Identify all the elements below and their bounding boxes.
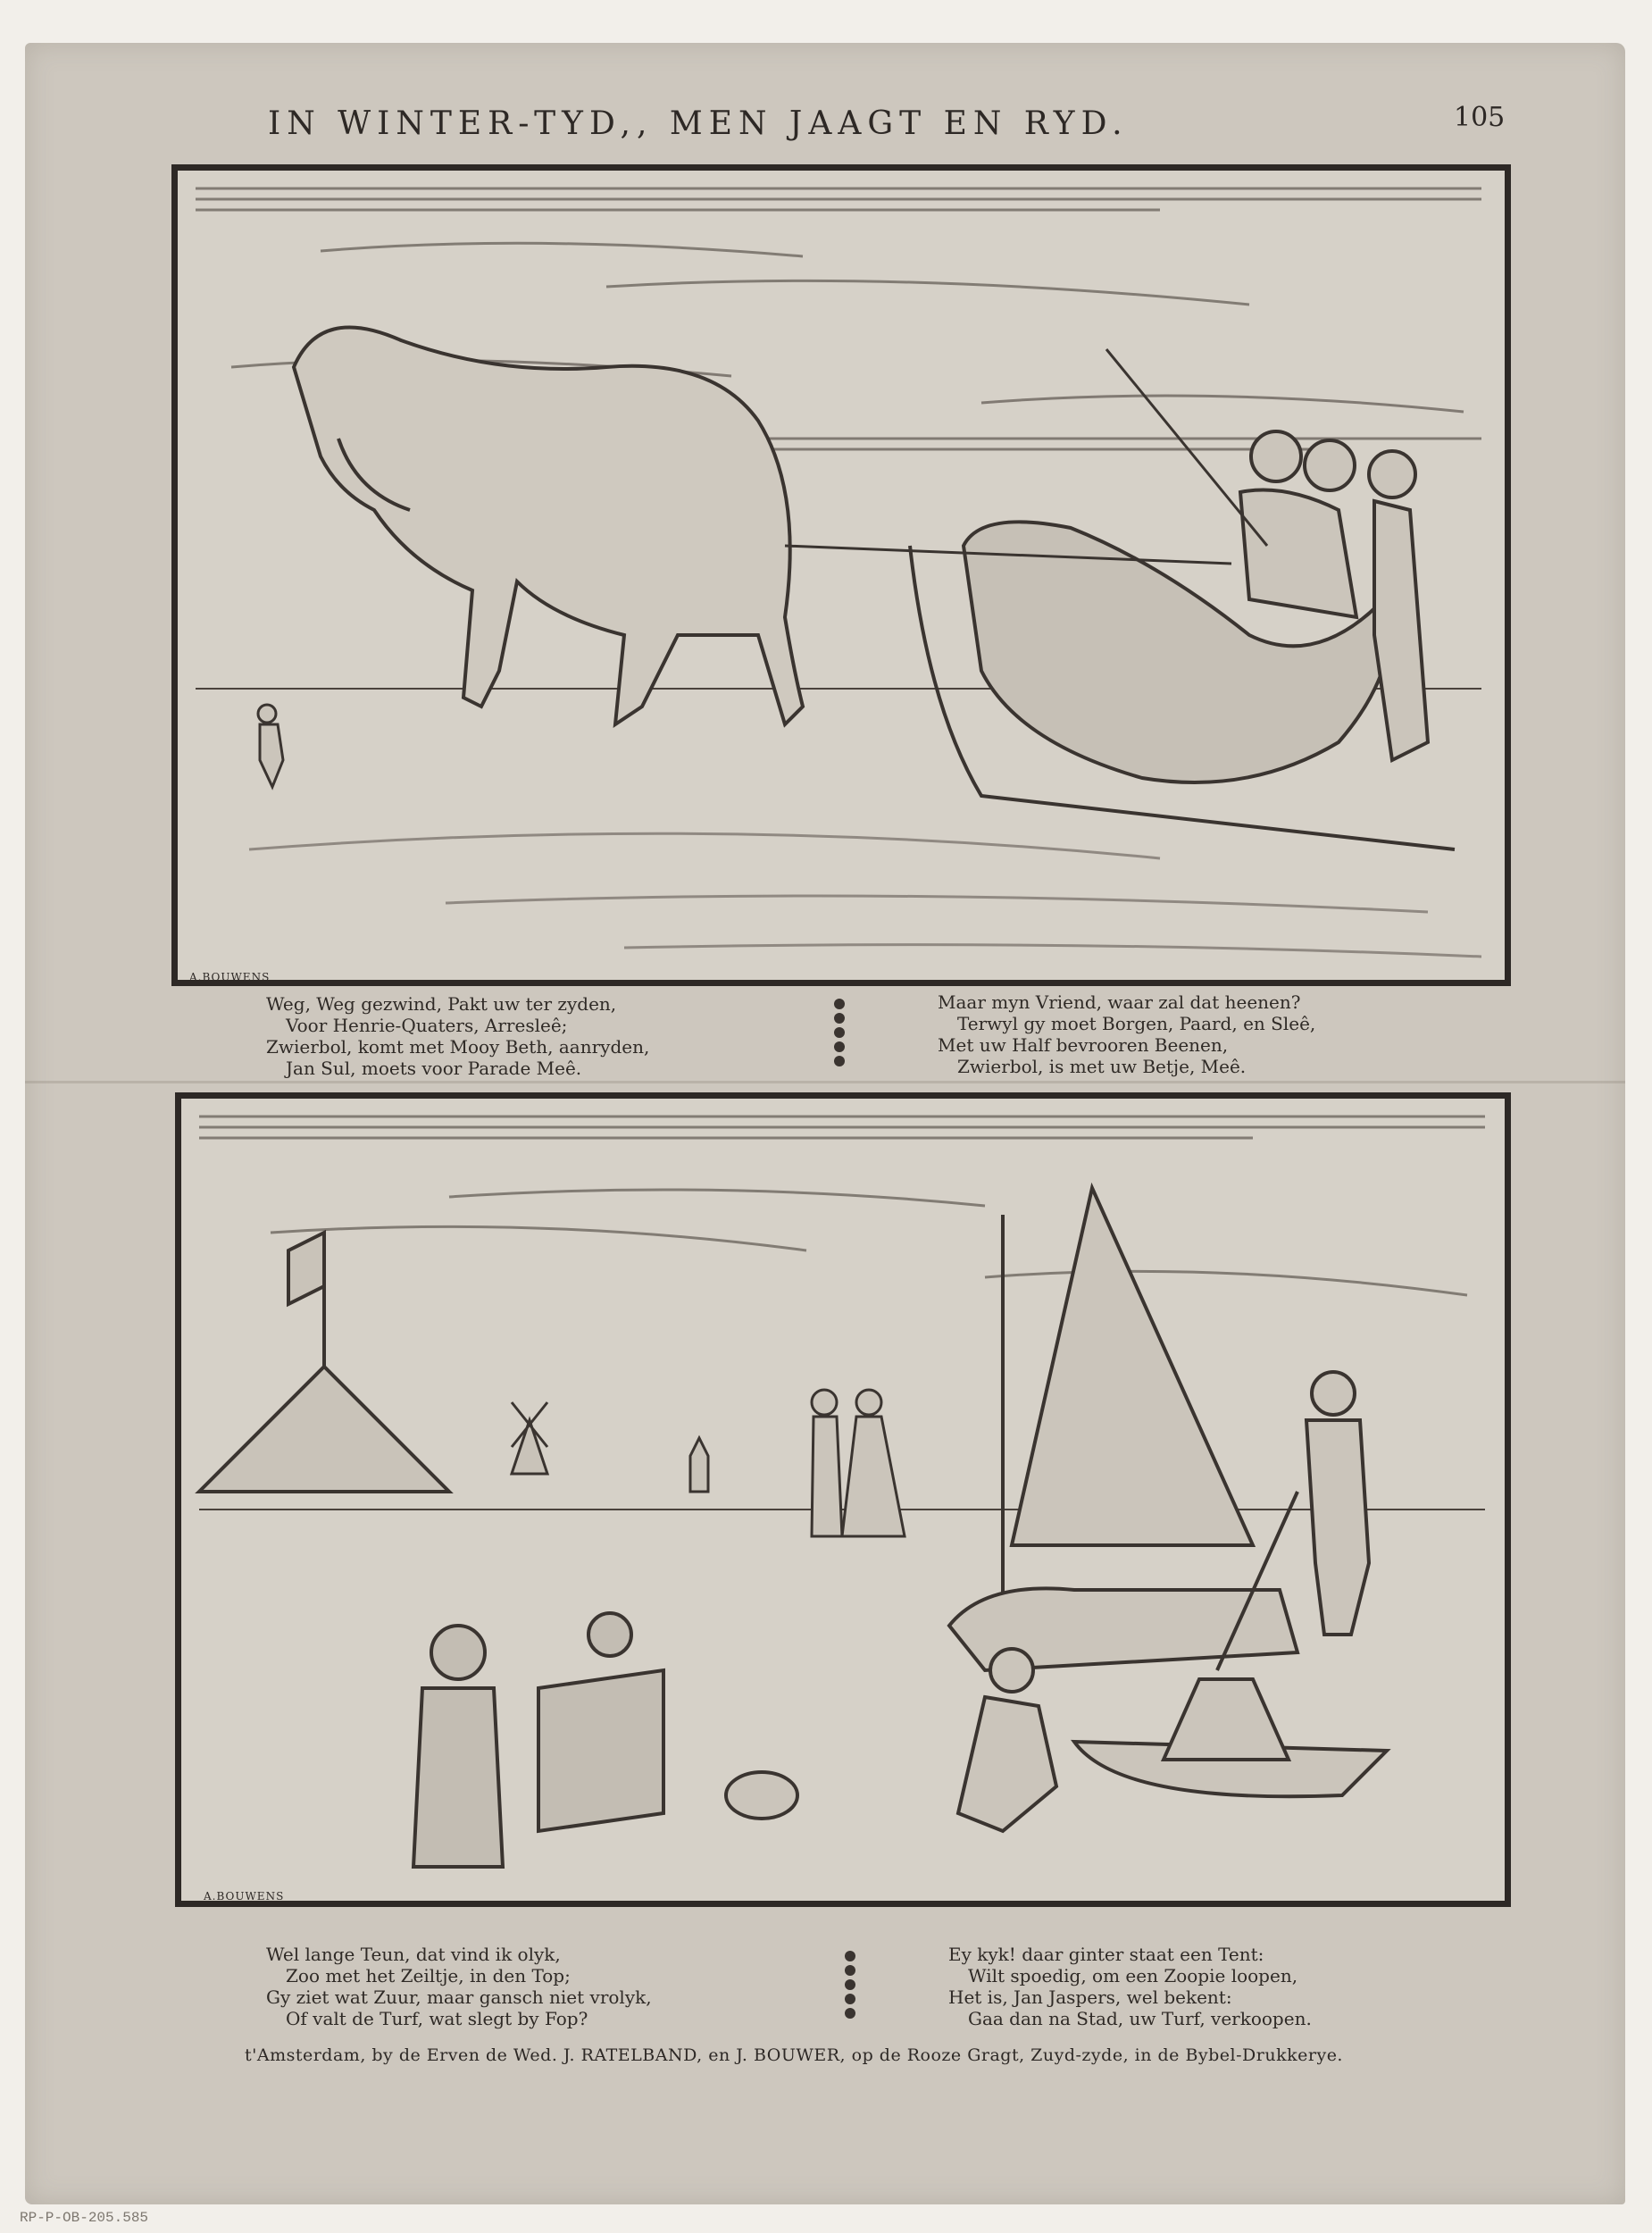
woodcut-ice-scene xyxy=(175,1092,1511,1907)
verse-ornament xyxy=(845,1951,857,2019)
skater-figure xyxy=(258,705,283,787)
verse-line: Gaa dan na Stad, uw Turf, verkoopen. xyxy=(968,2008,1312,2029)
tent-figure xyxy=(199,1233,449,1492)
verse-bottom-right xyxy=(948,1944,1312,2029)
verse-line: Wilt spoedig, om een Zoopie loopen, xyxy=(968,1965,1298,1986)
verse-top-left xyxy=(266,993,649,1079)
turf-man-figure xyxy=(726,1649,1387,1831)
artist-signature: A.BOUWENS xyxy=(204,1890,285,1903)
verse-line: Ey kyk! daar ginter staat een Tent: xyxy=(948,1944,1264,1965)
verse-line: Jan Sul, moets voor Parade Meê. xyxy=(286,1058,582,1079)
verse-line: Zwierbol, komt met Mooy Beth, aanryden, xyxy=(266,1036,650,1058)
inventory-number: RP-P-OB-205.585 xyxy=(20,2210,149,2226)
ice-scene-illustration xyxy=(181,1099,1505,1901)
fold-line xyxy=(25,1081,1625,1083)
verse-line: Voor Henrie-Quaters, Arresleê; xyxy=(286,1015,568,1036)
verse-line: Het is, Jan Jaspers, wel bekent: xyxy=(948,1986,1232,2008)
verse-line: Weg, Weg gezwind, Pakt uw ter zyden, xyxy=(266,993,617,1015)
iceboat-figure xyxy=(949,1188,1297,1670)
verse-ornament xyxy=(834,999,847,1066)
artist-signature: A.BOUWENS xyxy=(189,971,271,983)
horse-figure xyxy=(294,327,803,724)
page-number: 105 xyxy=(1454,102,1506,133)
verse-line: Gy ziet wat Zuur, maar gansch niet vrolyk, xyxy=(266,1986,652,2008)
verse-line: Zoo met het Zeiltje, in den Top; xyxy=(286,1965,571,1986)
horse-sleigh-illustration xyxy=(178,171,1505,980)
verse-line: Met uw Half bevrooren Beenen, xyxy=(938,1034,1229,1056)
page-title: IN WINTER-TYD,, MEN JAAGT EN RYD. xyxy=(268,105,1129,142)
couple-figures xyxy=(812,1390,905,1536)
village-figure xyxy=(512,1402,708,1492)
publisher-imprint: t'Amsterdam, by de Erven de Wed. J. RATELBAND, en J. BOUWER, op de Rooze Gragt, Zuyd-zyde, in de Bybel-Drukkerye. xyxy=(245,2045,1343,2065)
verse-line: Of valt de Turf, wat slegt by Fop? xyxy=(286,2008,588,2029)
verse-line: Maar myn Vriend, waar zal dat heenen? xyxy=(938,991,1301,1013)
chair-sled-figure xyxy=(413,1613,663,1867)
verse-bottom-left xyxy=(266,1944,652,2029)
verse-top-right xyxy=(938,991,1315,1077)
verse-line: Wel lange Teun, dat vind ik olyk, xyxy=(266,1944,561,1965)
verse-line: Zwierbol, is met uw Betje, Meê. xyxy=(957,1056,1247,1077)
sky-hatching xyxy=(199,1116,1485,1295)
verse-line: Terwyl gy moet Borgen, Paard, en Sleê, xyxy=(957,1013,1316,1034)
woodcut-horse-sleigh xyxy=(171,164,1511,986)
ice-shadows xyxy=(249,833,1481,957)
